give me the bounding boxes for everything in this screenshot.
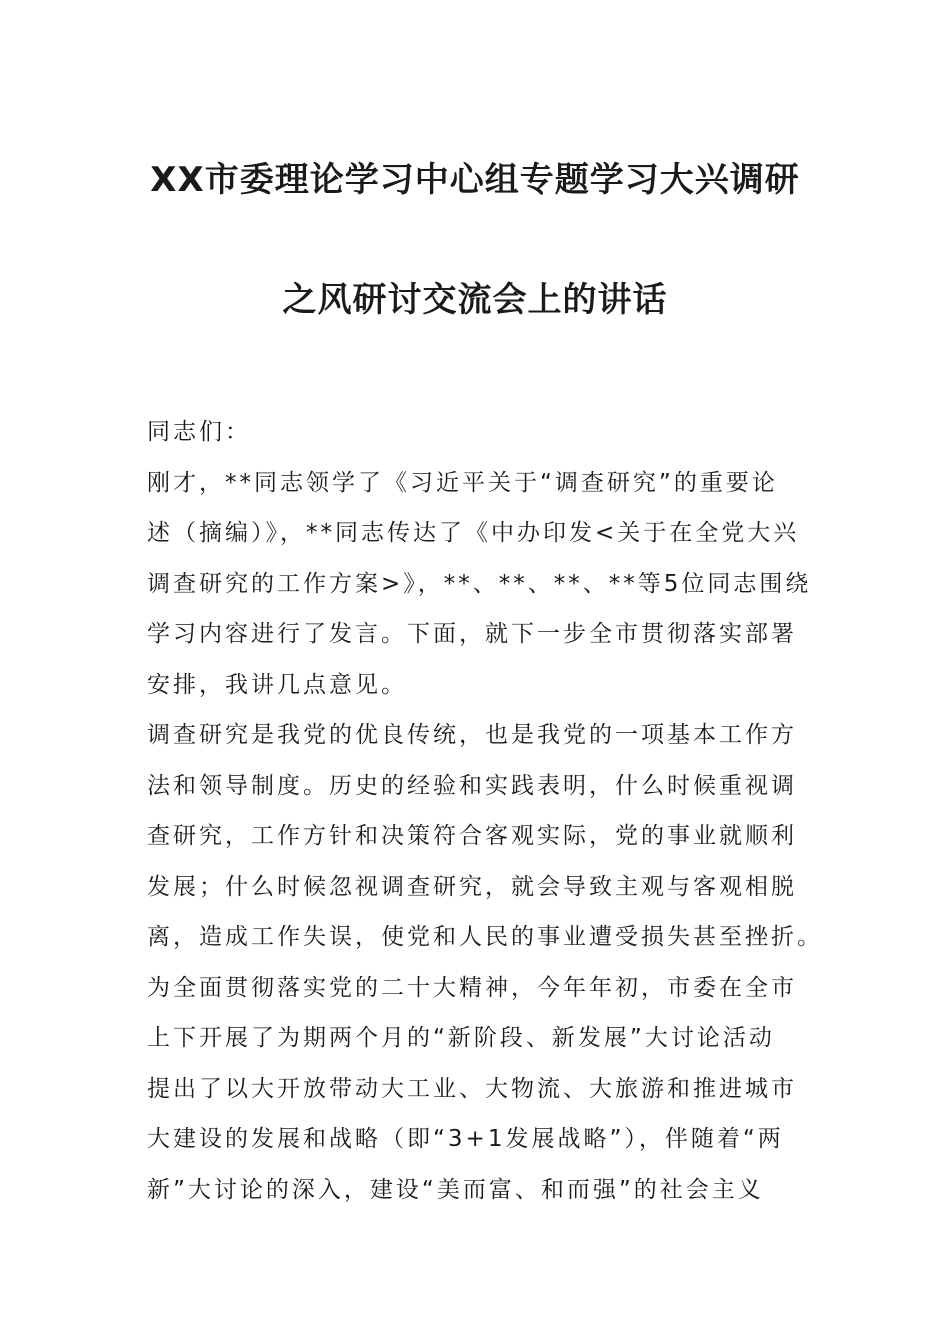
body-line: 发展；什么时候忽视调查研究，就会导致主观与客观相脱	[147, 873, 797, 900]
body-line: 调查研究的工作方案>》，**、**、**、**等5位同志围绕	[147, 570, 812, 597]
body-line: 为全面贯彻落实党的二十大精神，今年年初，市委在全市	[147, 974, 797, 1001]
body-line: 离，造成工作失误，使党和人民的事业遭受损失甚至挫折。	[147, 924, 823, 950]
body-line: 新”大讨论的深入，建设“美而富、和而强”的社会主义	[147, 1176, 764, 1203]
body-line: 大建设的发展和战略（即“3+1发展战略”），伴随着“两	[147, 1126, 784, 1152]
body-line: 述（摘编）》，**同志传达了《中办印发<关于在全党大兴	[147, 520, 800, 546]
body-line: 提出了以大开放带动大工业、大物流、大旅游和推进城市	[147, 1075, 797, 1102]
body-line: 学习内容进行了发言。下面，就下一步全市贯彻落实部署	[147, 621, 797, 647]
speech-body	[147, 407, 823, 1215]
body-line: 上下开展了为期两个月的“新阶段、新发展”大讨论活动	[147, 1025, 775, 1051]
body-line: 刚才，**同志领学了《习近平关于“调查研究”的重要论	[147, 469, 778, 496]
salutation: 同志们：	[147, 419, 251, 445]
document-title-line-1: XX市委理论学习中心组专题学习大兴调研	[150, 160, 800, 200]
body-line: 查研究，工作方针和决策符合客观实际，党的事业就顺利	[147, 823, 797, 849]
document-title-line-2: 之风研讨交流会上的讲话	[282, 280, 668, 320]
body-line: 调查研究是我党的优良传统，也是我党的一项基本工作方	[147, 722, 797, 748]
body-line: 安排，我讲几点意见。	[147, 671, 407, 698]
body-line: 法和领导制度。历史的经验和实践表明，什么时候重视调	[147, 772, 797, 799]
